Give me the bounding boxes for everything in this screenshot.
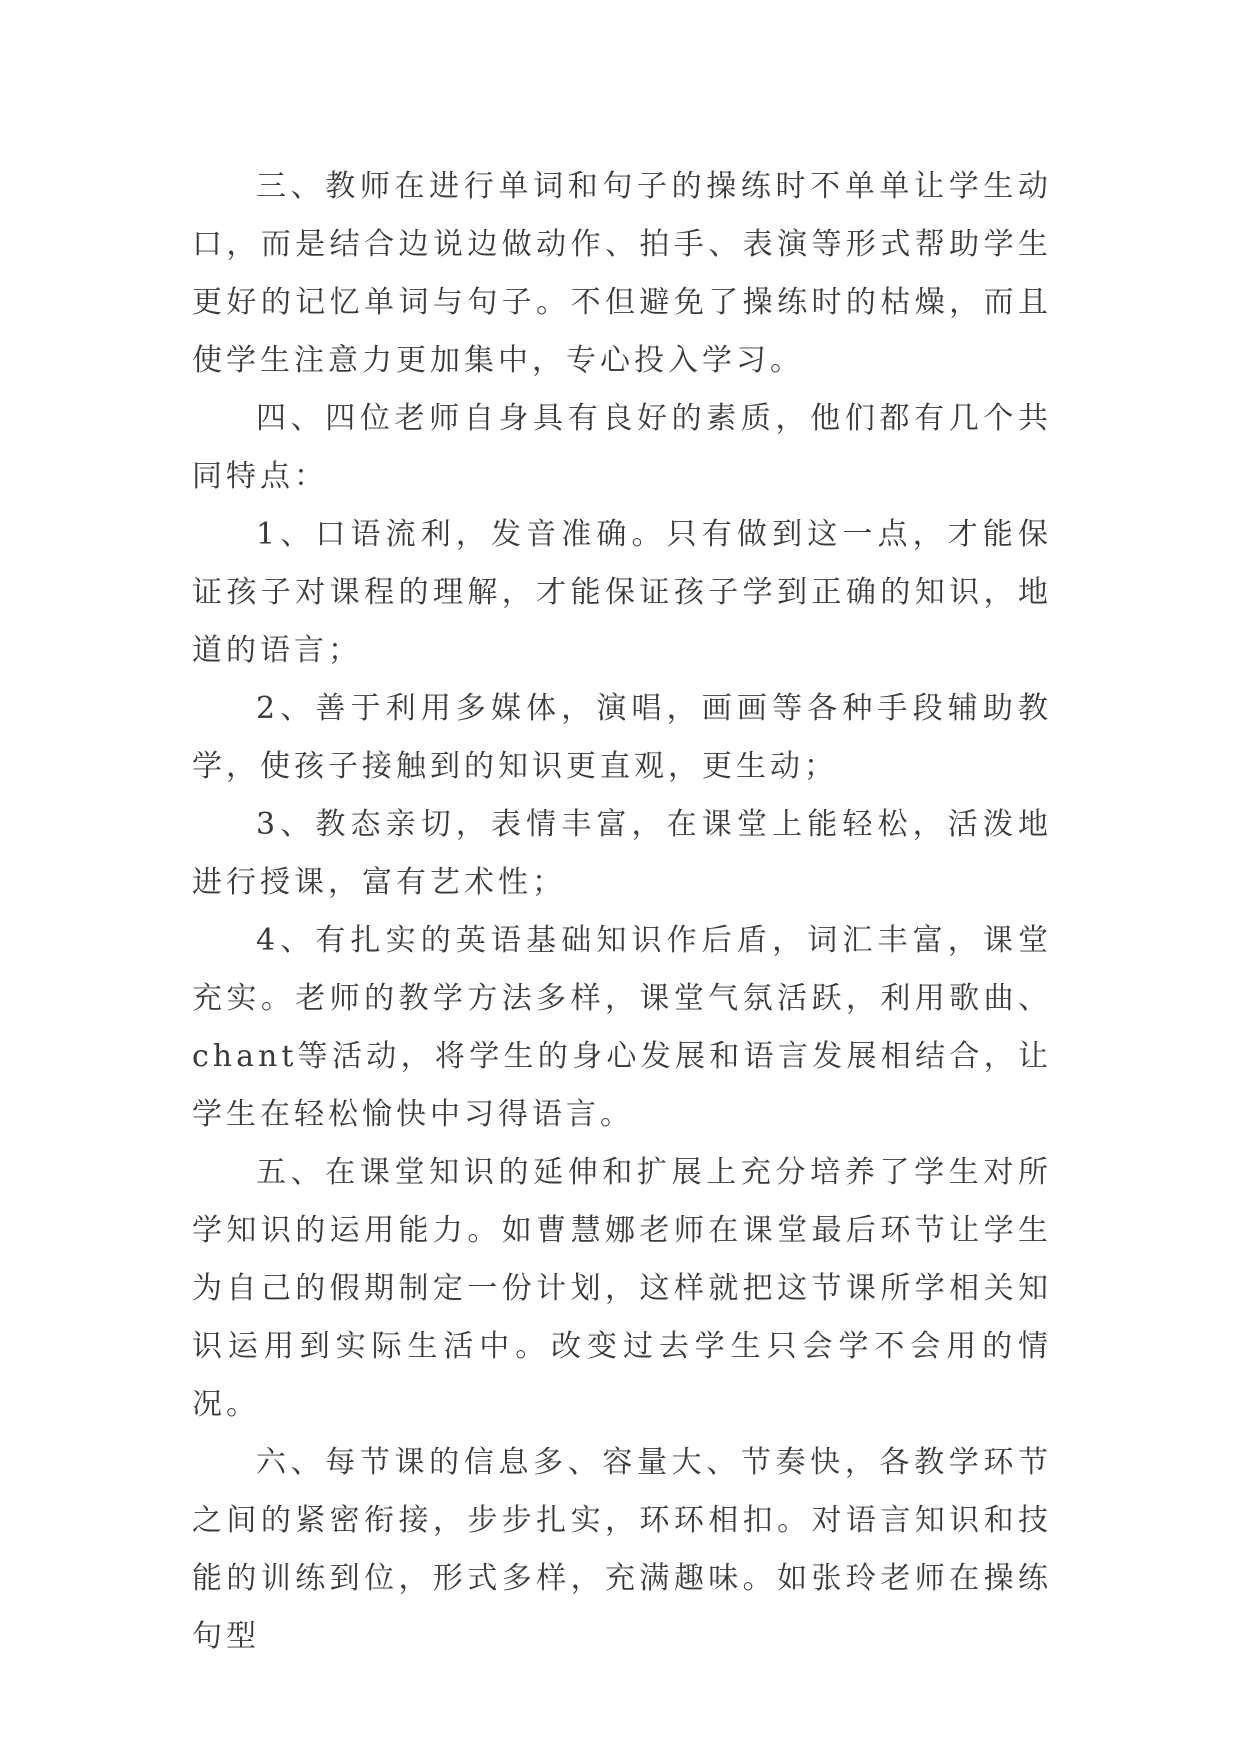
paragraph-6-lesson-pacing: 六、每节课的信息多、容量大、节奏快，各教学环节之间的紧密衔接，步步扎实，环环相扣。对语言知识和技能的训练到位，形式多样，充满趣味。如张玲老师在操练句型 [192,1445,1052,1654]
paragraph-quality-2: 2、善于利用多媒体，演唱，画画等各种手段辅助教学，使孩子接触到的知识更直观，更生动； [192,691,1052,784]
paragraph-quality-1: 1、口语流利，发音准确。只有做到这一点，才能保证孩子对课程的理解，才能保证孩子学到正确的知识，地道的语言； [192,517,1052,668]
paragraph-5-knowledge-extension: 五、在课堂知识的延伸和扩展上充分培养了学生对所学知识的运用能力。如曹慧娜老师在课堂最后环节让学生为自己的假期制定一份计划，这样就把这节课所学相关知识运用到实际生活中。改变过去学生只会学不会用的情况。 [192,1155,1052,1422]
paragraph-4-teacher-qualities: 四、四位老师自身具有良好的素质，他们都有几个共同特点： [192,401,1052,494]
paragraph-quality-4: 4、有扎实的英语基础知识作后盾，词汇丰富，课堂充实。老师的教学方法多样，课堂气氛活跃，利用歌曲、chant等活动，将学生的身心发展和语言发展相结合，让学生在轻松愉快中习得语言。 [192,923,1052,1132]
paragraph-quality-3: 3、教态亲切，表情丰富，在课堂上能轻松，活泼地进行授课，富有艺术性； [192,807,1052,900]
paragraph-3-teaching-drills: 三、教师在进行单词和句子的操练时不单单让学生动口，而是结合边说边做动作、拍手、表演等形式帮助学生更好的记忆单词与句子。不但避免了操练时的枯燥，而且使学生注意力更加集中，专心投入学习。 [192,169,1052,378]
document-body [192,158,1052,1666]
